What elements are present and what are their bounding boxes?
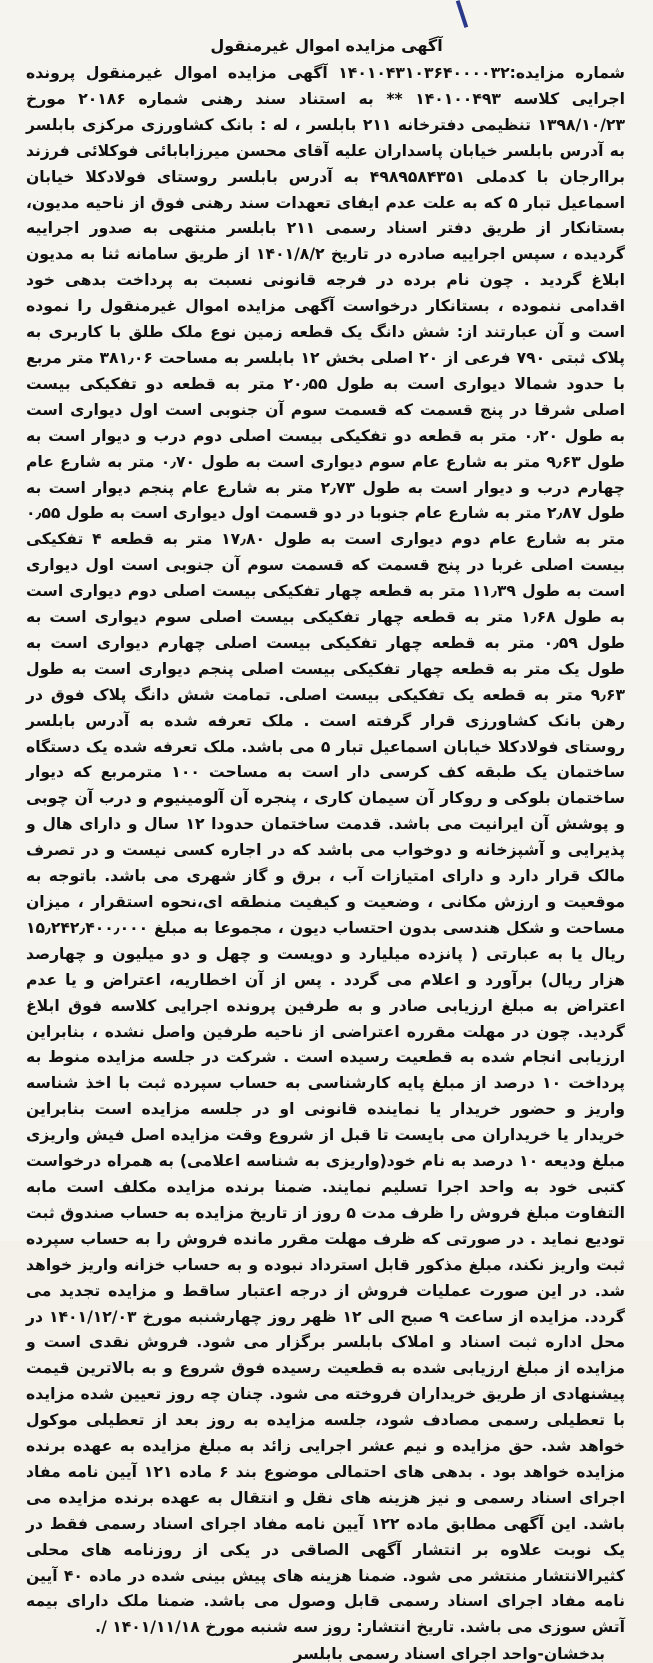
notice-signature: بدخشان-واحد اجرای اسناد رسمی بابلسر <box>293 1645 605 1663</box>
notice-paragraph: شماره مزایده:۱۴۰۱۰۴۳۱۰۳۶۴۰۰۰۰۳۲ آگهی مزایده اموال غیرمنقول پرونده اجرایی کلاسه ۱۴۰۱۰۰۴۹۳ ** به استناد سند رهنی شماره ۲۰۱۸۶ مورخ ۱۳۹۸/۱۰/۲۳ تنظیمی دفترخانه ۲۱۱ بابلسر ، له : بانک کشاورزی مرکزی بابلسر به آدرس بابلسر خیابان پاسداران علیه آقای محسن میرزابابائی فوکلائی فرزند براارجان با کدملی ۴۹۸۹۵۸۴۳۵۱ به آدرس بابلسر روستای فولادکلا خیابان اسماعیل تبار ۵ که به علت عدم ایفای تعهدات سند رهنی فوق از ناحیه مدیون، بستانکار از طریق دفتر اسناد رسمی ۲۱۱ بابلسر منتهی به صدور اجراییه گردیده ، سپس اجراییه صادره در تاریخ ۱۴۰۱/۸/۲ از طریق سامانه ثنا به مدیون ابلاغ گردید . چون نام برده در فرجه قانونی نسبت به پرداخت بدهی خود اقدامی ننموده ، بستانکار درخواست آگهی مزایده اموال غیرمنقول را نموده است و آن عبارتند از: شش دانگ یک قطعه زمین نوع ملک طلق با کاربری به پلاک ثبتی ۷۹۰ فرعی از ۲۰ اصلی بخش ۱۲ بابلسر به مساحت ۳۸۱٫۰۶ متر مربع با حدود شمالا دیواری است به طول ۲۰٫۵۵ متر به قطعه دو تفکیکی بیست اصلی شرقا در پنج قسمت که قسمت سوم آن جنوبی است اول دیواری است به طول ۰٫۲۰ متر به قطعه دو تفکیکی بیست اصلی دوم درب و دیوار است به طول ۹٫۶۳ متر به شارع عام سوم دیواری است به طول ۰٫۷۰ متر به شارع عام چهارم درب و دیوار است به طول ۲٫۷۳ متر به شارع عام پنجم دیوار است به طول ۲٫۸۷ متر به شارع عام جنوبا در دو قسمت اول دیواری است به طول ۰٫۵۵ متر به شارع عام دوم دیواری است به طول ۱۷٫۸۰ متر به قطعه ۴ تفکیکی بیست اصلی غربا در پنج قسمت که قسمت سوم آن جنوبی است اول دیواری است به طول ۱۱٫۳۹ متر به قطعه چهار تفکیکی بیست اصلی دوم دیواری است به طول ۱٫۶۸ متر به قطعه چهار تفکیکی بیست اصلی سوم دیواری است به طول ۰٫۵۹ متر به قطعه چهار تفکیکی بیست اصلی چهارم دیواری است به طول یک متر به قطعه چهار تفکیکی بیست اصلی پنجم دیواری است به طول ۹٫۶۳ متر به قطعه یک تفکیکی بیست اصلی. تمامت شش دانگ پلاک فوق در رهن بانک کشاورزی قرار گرفته است . ملک تعرفه شده به آدرس بابلسر روستای فولادکلا خیابان اسماعیل تبار ۵ می باشد. ملک تعرفه شده یک دستگاه ساختمان یک طبقه کف کرسی دار است به مساحت ۱۰۰ مترمربع که دیوار ساختمان بلوکی و روکار آن سیمان کاری ، پنجره آن آلومینیوم و درب آن چوبی و پوشش آن ایرانیت می باشد. قدمت ساختمان حدودا ۱۲ سال و دارای هال و پذیرایی و آشپزخانه و دوخواب می باشد که در اجاره کسی نیست و در تصرف مالک قرار دارد و دارای امتیازات آب ، برق و گاز شهری می باشد. باتوجه به موقعیت و ارزش مکانی ، وضعیت و کیفیت منطقه ای،نحوه استقرار ، میزان مساحت و شکل هندسی بدون احتساب دیون ، مجموعا به مبلغ ۱۵٫۲۴۲٫۴۰۰٫۰۰۰ ریال یا به عبارتی ( پانزده میلیارد و دویست و چهل و دو میلیون و چهارصد هزار ریال) برآورد و اعلام می گردد . پس از آن اخطاریه، اعتراض و یا عدم اعتراض به مبلغ ارزیابی صادر و به طرفین پرونده اجرایی کلاسه فوق ابلاغ گردید. چون در مهلت مقرره اعتراضی از ناحیه طرفین واصل نشده ، بنابراین ارزیابی انجام شده به قطعیت رسیده است . شرکت در جلسه مزایده منوط به پرداخت ۱۰ درصد از مبلغ پایه کارشناسی به حساب سپرده ثبت با اخذ شناسه واریز و حضور خریدار یا نماینده قانونی او در جلسه مزایده است بنابراین خریدار یا خریداران می بایست تا قبل از شروع وقت مزایده اصل فیش واریزی مبلغ ودیعه ۱۰ درصد به نام خود(واریزی به شناسه اعلامی) به همراه درخواست کتبی خود به واحد اجرا تسلیم نمایند. ضمنا برنده مزایده مکلف است مابه التفاوت مبلغ فروش را ظرف مدت ۵ روز از تاریخ مزایده به حساب صندوق ثبت تودیع نماید . در صورتی که ظرف مهلت مقرر مانده فروش را به حساب سپرده ثبت واریز نکند، مبلغ مذکور قابل استرداد نبوده و به حساب خزانه واریز خواهد شد. در این صورت عملیات فروش از درجه اعتبار ساقط و مزایده تجدید می گردد. مزایده از ساعت ۹ صبح الی ۱۲ ظهر روز چهارشنبه مورخ ۱۴۰۱/۱۲/۰۳ در محل اداره ثبت اسناد و املاک بابلسر برگزار می شود. فروش نقدی است و مزایده از مبلغ ارزیابی شده به قطعیت رسیده فوق شروع و به بالاترین قیمت پیشنهادی از طریق خریداران فروخته می شود. چنان چه روز تعیین شده مزایده با تعطیلی رسمی مصادف شود، جلسه مزایده به روز بعد از تعطیلی موکول خواهد شد. حق مزایده و نیم عشر اجرایی زائد به مبلغ مزایده به عهده برنده مزایده خواهد بود . بدهی های احتمالی موضوع بند ۶ ماده ۱۲۱ آیین نامه مفاد اجرای اسناد رسمی و نیز هزینه های نقل و انتقال به عهده برنده مزایده می باشد. این آگهی مطابق ماده ۱۲۲ آیین نامه مفاد اجرای اسناد رسمی فقط در یک نوبت علاوه بر انتشار آگهی الصاقی در یکی از روزنامه های محلی کثیرالانتشار منتشر می شود. ضمنا هزینه های پیش بینی شده در ماده ۴۰ آیین نامه مفاد اجرای اسناد رسمی قابل وصول می باشد. ضمنا ملک دارای بیمه آتش سوزی می باشد. تاریخ انتشار: روز سه شنبه مورخ ۱۴۰۱/۱۱/۱۸ /. <box>26 64 626 1637</box>
notice-body <box>26 61 625 1641</box>
notice-title: آگهی مزایده اموال غیرمنقول <box>210 36 443 55</box>
